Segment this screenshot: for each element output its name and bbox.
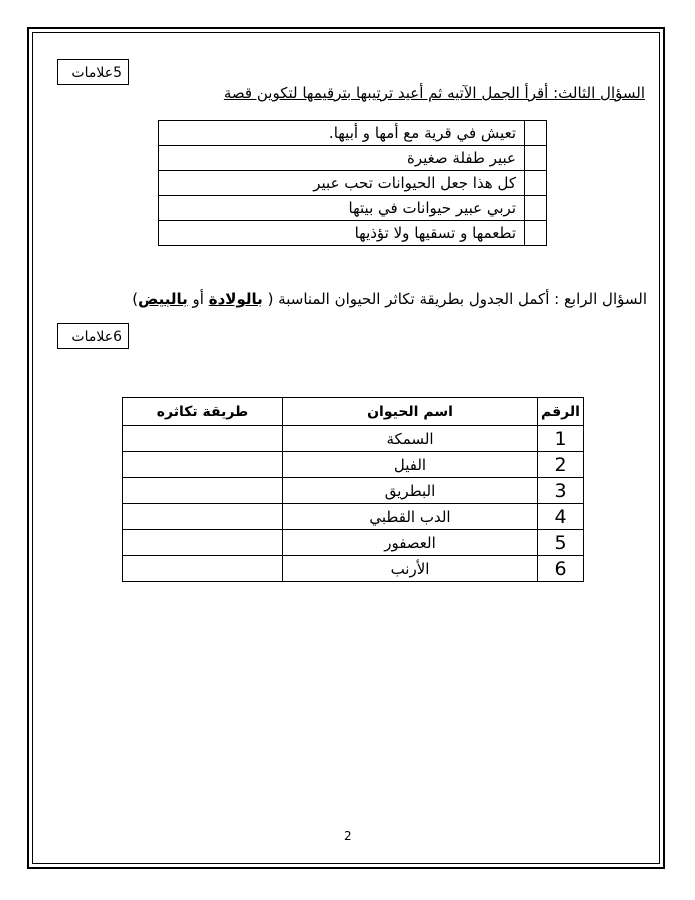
header-animal: اسم الحيوان — [283, 398, 538, 426]
q4-title-end: ) — [132, 290, 139, 308]
row-number: 4 — [538, 504, 584, 530]
sentence-text: تعيش في قرية مع أمها و أبيها. — [159, 121, 525, 146]
sentence-number-cell[interactable] — [525, 121, 547, 146]
animal-table — [122, 397, 584, 582]
sentence-row — [159, 171, 547, 196]
q4-title-start: السؤال الرابع : أكمل الجدول بطريقة تكاثر الحيوان المناسبة ( — [267, 290, 647, 308]
sentence-number-cell[interactable] — [525, 171, 547, 196]
table-row — [123, 556, 584, 582]
sentence-number-cell[interactable] — [525, 196, 547, 221]
animal-name: الدب القطبي — [283, 504, 538, 530]
row-number: 1 — [538, 426, 584, 452]
row-number: 3 — [538, 478, 584, 504]
sentence-row — [159, 196, 547, 221]
animal-name: الأرنب — [283, 556, 538, 582]
sentence-row — [159, 146, 547, 171]
table-row — [123, 426, 584, 452]
row-number: 2 — [538, 452, 584, 478]
q4-marks: 6علامات — [71, 329, 122, 345]
method-answer-cell[interactable] — [123, 556, 283, 582]
sentence-text: تربي عبير حيوانات في بيتها — [159, 196, 525, 221]
animal-table-header — [123, 398, 584, 426]
method-answer-cell[interactable] — [123, 478, 283, 504]
q4-or: أو — [192, 290, 204, 308]
header-num: الرقم — [538, 398, 584, 426]
sentence-table — [158, 120, 547, 246]
method-answer-cell[interactable] — [123, 504, 283, 530]
sentence-row — [159, 121, 547, 146]
row-number: 5 — [538, 530, 584, 556]
q3-marks: 5علامات — [71, 65, 122, 81]
sentence-text: كل هذا جعل الحيوانات تحب عبير — [159, 171, 525, 196]
sentence-text: عبير طفلة صغيرة — [159, 146, 525, 171]
header-method: طريقة تكاثره — [123, 398, 283, 426]
table-row — [123, 504, 584, 530]
q4-option-birth: بالولادة — [208, 290, 263, 308]
sentence-text: تطعمها و تسقيها ولا تؤذيها — [159, 221, 525, 246]
animal-name: الفيل — [283, 452, 538, 478]
animal-name: العصفور — [283, 530, 538, 556]
q4-option-eggs: بالبيض — [138, 290, 188, 308]
q4-title — [132, 290, 647, 308]
method-answer-cell[interactable] — [123, 426, 283, 452]
table-row — [123, 478, 584, 504]
q3-title: السؤال الثالث: أقرأ الجمل الآتيه ثم أعيد ترتيبها بترقيمها لتكوين قصة — [223, 84, 645, 102]
q4-marks-box — [57, 323, 129, 349]
animal-name: البطريق — [283, 478, 538, 504]
sentence-number-cell[interactable] — [525, 221, 547, 246]
animal-name: السمكة — [283, 426, 538, 452]
q3-marks-box — [57, 59, 129, 85]
table-row — [123, 530, 584, 556]
sentence-number-cell[interactable] — [525, 146, 547, 171]
sentence-row — [159, 221, 547, 246]
method-answer-cell[interactable] — [123, 452, 283, 478]
row-number: 6 — [538, 556, 584, 582]
method-answer-cell[interactable] — [123, 530, 283, 556]
page-number: 2 — [344, 829, 352, 843]
table-row — [123, 452, 584, 478]
